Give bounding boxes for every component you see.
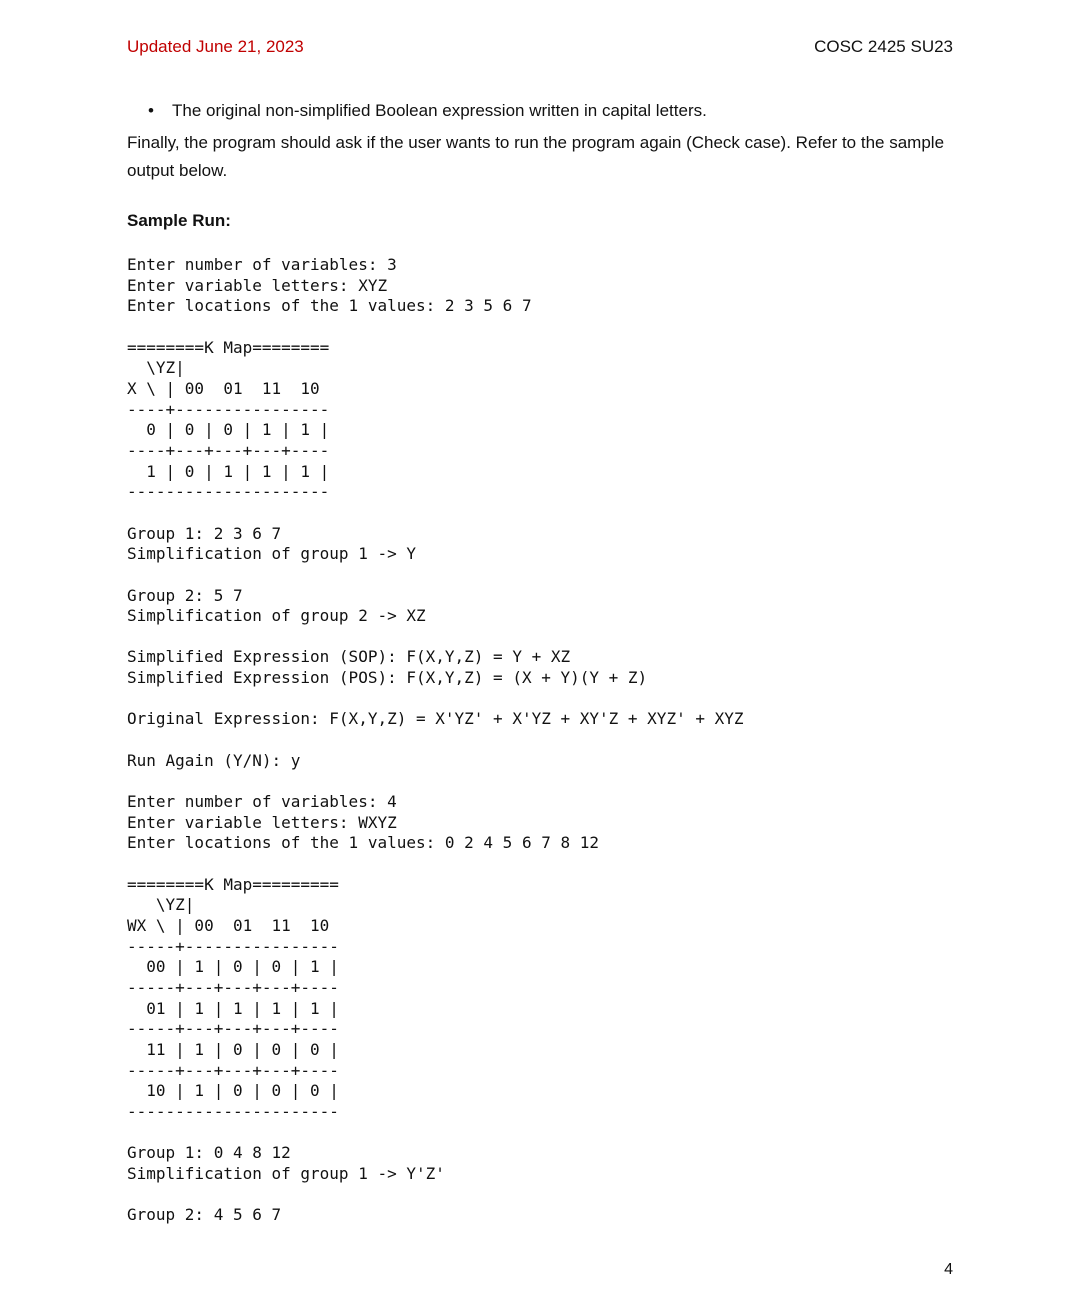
console-line: 10 | 1 | 0 | 0 | 0 | <box>127 1081 339 1101</box>
console-line: -----+---+---+---+---- <box>127 977 339 997</box>
console-line: X \ | 00 01 11 10 <box>127 378 320 398</box>
console-line: ========K Map======== <box>127 337 330 357</box>
console-line: -----+---------------- <box>127 936 339 956</box>
console-line: -----+---+---+---+---- <box>127 1019 339 1039</box>
instructions-paragraph: Finally, the program should ask if the user wants to run the program again (Check case). Refer to the sample output below. <box>127 133 945 180</box>
page-number: 4 <box>944 1261 953 1278</box>
console-line: Simplification of group 1 -> Y'Z' <box>127 1163 445 1183</box>
console-line: 11 | 1 | 0 | 0 | 0 | <box>127 1039 339 1059</box>
console-line: Enter number of variables: 3 <box>127 255 397 274</box>
console-line: Enter variable letters: WXYZ <box>127 812 397 832</box>
console-line: Enter locations of the 1 values: 2 3 5 6 7 <box>127 296 532 316</box>
console-line: Enter locations of the 1 values: 0 2 4 5 6 7 8 12 <box>127 833 600 853</box>
bullet-icon: • <box>148 101 154 120</box>
bullet-item-text: The original non-simplified Boolean expression written in capital letters. <box>172 101 707 120</box>
console-line: ----+---+---+---+---- <box>127 440 330 460</box>
console-line: Simplified Expression (POS): F(X,Y,Z) = (X + Y)(Y + Z) <box>127 668 648 688</box>
console-line: 1 | 0 | 1 | 1 | 1 | <box>127 461 330 481</box>
sample-run-heading: Sample Run: <box>127 211 231 230</box>
console-line: ----+---------------- <box>127 399 330 419</box>
console-line: 01 | 1 | 1 | 1 | 1 | <box>127 998 339 1018</box>
console-line: ---------------------- <box>127 1101 339 1121</box>
console-line: Group 1: 2 3 6 7 <box>127 523 282 543</box>
console-line: 0 | 0 | 0 | 1 | 1 | <box>127 420 330 440</box>
console-line: Group 2: 4 5 6 7 <box>127 1205 282 1225</box>
console-line: Enter variable letters: XYZ <box>127 275 388 295</box>
console-line: -----+---+---+---+---- <box>127 1060 339 1080</box>
console-line: Enter number of variables: 4 <box>127 792 397 812</box>
console-line: 00 | 1 | 0 | 0 | 1 | <box>127 957 339 977</box>
header-updated-date: Updated June 21, 2023 <box>127 37 304 56</box>
console-line: WX \ | 00 01 11 10 <box>127 916 330 935</box>
console-line: --------------------- <box>127 482 330 502</box>
console-line: Original Expression: F(X,Y,Z) = X'YZ' + X'YZ + XY'Z + XYZ' + XYZ <box>127 709 744 729</box>
console-line: Simplified Expression (SOP): F(X,Y,Z) = Y + XZ <box>127 647 571 667</box>
header-course-code: COSC 2425 SU23 <box>814 37 953 56</box>
console-line: Run Again (Y/N): y <box>127 750 301 770</box>
bullet-item <box>148 101 707 121</box>
console-line: \YZ| <box>127 895 195 915</box>
console-line: ========K Map========= <box>127 874 339 894</box>
console-line: Group 2: 5 7 <box>127 585 243 605</box>
console-line: Simplification of group 1 -> Y <box>127 544 416 564</box>
console-line: \YZ| <box>127 358 185 378</box>
console-line: Simplification of group 2 -> XZ <box>127 606 426 626</box>
sample-run-console-output <box>127 255 744 1226</box>
console-line: Group 1: 0 4 8 12 <box>127 1143 291 1163</box>
